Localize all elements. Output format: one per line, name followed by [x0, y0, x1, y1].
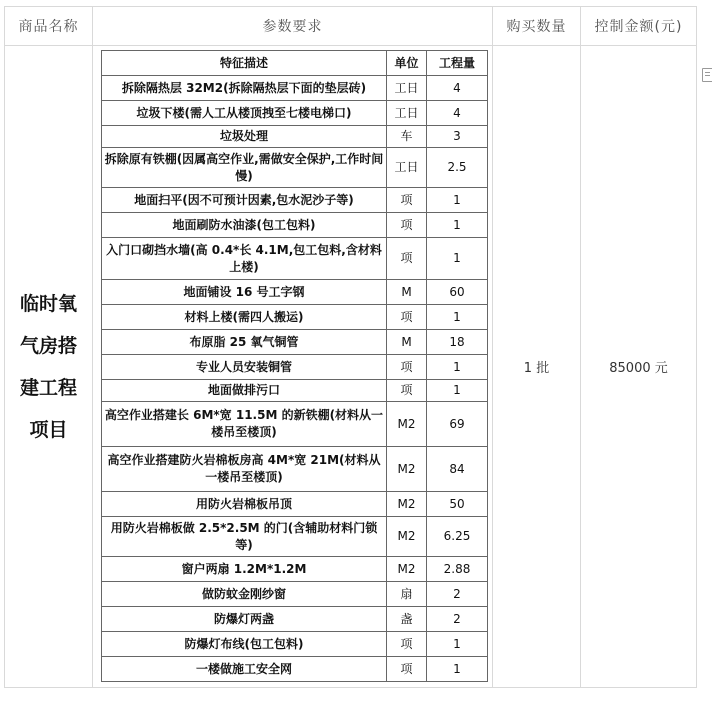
- spec-row: [102, 402, 488, 447]
- spec-desc: 高空作业搭建长 6M*宽 11.5M 的新铁棚(材料从一楼吊至楼顶): [102, 402, 387, 447]
- spec-row: [102, 76, 488, 101]
- product-table: [4, 6, 697, 688]
- spec-row: [102, 305, 488, 330]
- product-row: [5, 46, 697, 688]
- spec-qty: 18: [427, 330, 488, 355]
- spec-qty: 1: [427, 632, 488, 657]
- spec-row: [102, 447, 488, 492]
- spec-unit: 项: [387, 657, 427, 682]
- spec-unit: 盏: [387, 607, 427, 632]
- spec-row: [102, 101, 488, 126]
- spec-desc: 垃圾处理: [102, 126, 387, 148]
- spec-desc: 拆除原有铁棚(因属高空作业,需做安全保护,工作时间慢): [102, 148, 387, 188]
- spec-unit: 项: [387, 305, 427, 330]
- spec-unit: 扇: [387, 582, 427, 607]
- spec-qty: 2: [427, 582, 488, 607]
- header-control-amount: 控制金额(元): [581, 7, 697, 46]
- spec-desc: 做防蚊金刚纱窗: [102, 582, 387, 607]
- header-requirements: 参数要求: [93, 7, 493, 46]
- spec-qty: 1: [427, 213, 488, 238]
- spec-desc: 用防火岩棉板做 2.5*2.5M 的门(含辅助材料门锁等): [102, 517, 387, 557]
- spec-desc: 地面扫平(因不可预计因素,包水泥沙子等): [102, 188, 387, 213]
- spec-row: [102, 492, 488, 517]
- spec-unit: 工日: [387, 148, 427, 188]
- spec-unit: 工日: [387, 76, 427, 101]
- spec-row: [102, 355, 488, 380]
- spec-row: [102, 213, 488, 238]
- spec-col-desc: 特征描述: [102, 51, 387, 76]
- spec-row: [102, 557, 488, 582]
- spec-unit: M: [387, 330, 427, 355]
- spec-row: [102, 607, 488, 632]
- spec-row: [102, 238, 488, 280]
- spec-qty: 3: [427, 126, 488, 148]
- amount-value: 85000 元: [581, 46, 697, 688]
- header-row: [5, 7, 697, 46]
- spec-desc: 用防火岩棉板吊顶: [102, 492, 387, 517]
- spec-desc: 拆除隔热层 32M2(拆除隔热层下面的垫层砖): [102, 76, 387, 101]
- spec-unit: M2: [387, 492, 427, 517]
- spec-unit: 项: [387, 355, 427, 380]
- spec-row: [102, 188, 488, 213]
- spec-qty: 60: [427, 280, 488, 305]
- spec-unit: M2: [387, 517, 427, 557]
- spec-desc: 防爆灯布线(包工包料): [102, 632, 387, 657]
- spec-unit: 项: [387, 188, 427, 213]
- spec-desc: 材料上楼(需四人搬运): [102, 305, 387, 330]
- spec-row: [102, 330, 488, 355]
- spec-qty: 50: [427, 492, 488, 517]
- spec-col-qty: 工程量: [427, 51, 488, 76]
- spec-qty: 6.25: [427, 517, 488, 557]
- spec-row: [102, 657, 488, 682]
- spec-row: [102, 380, 488, 402]
- spec-unit: 项: [387, 238, 427, 280]
- spec-desc: 一楼做施工安全网: [102, 657, 387, 682]
- spec-qty: 1: [427, 657, 488, 682]
- spec-row: [102, 517, 488, 557]
- spec-unit: M2: [387, 402, 427, 447]
- spec-qty: 1: [427, 238, 488, 280]
- spec-body: [102, 76, 488, 682]
- spec-qty: 84: [427, 447, 488, 492]
- spec-desc: 地面做排污口: [102, 380, 387, 402]
- spec-qty: 1: [427, 305, 488, 330]
- spec-qty: 2.5: [427, 148, 488, 188]
- spec-desc: 地面铺设 16 号工字钢: [102, 280, 387, 305]
- spec-qty: 1: [427, 355, 488, 380]
- spec-qty: 4: [427, 76, 488, 101]
- spec-qty: 69: [427, 402, 488, 447]
- spec-qty: 2: [427, 607, 488, 632]
- spec-desc: 垃圾下楼(需人工从楼顶拽至七楼电梯口): [102, 101, 387, 126]
- header-product-name: 商品名称: [5, 7, 93, 46]
- spec-unit: 项: [387, 213, 427, 238]
- spec-desc: 防爆灯两盏: [102, 607, 387, 632]
- copy-icon[interactable]: [702, 68, 712, 82]
- spec-qty: 2.88: [427, 557, 488, 582]
- spec-desc: 入门口砌挡水墙(高 0.4*长 4.1M,包工包料,含材料上楼): [102, 238, 387, 280]
- spec-col-unit: 单位: [387, 51, 427, 76]
- spec-row: [102, 582, 488, 607]
- spec-unit: 项: [387, 632, 427, 657]
- product-name-cell: [5, 46, 93, 688]
- spec-unit: 车: [387, 126, 427, 148]
- spec-table: [101, 50, 488, 682]
- spec-desc: 地面刷防水油漆(包工包料): [102, 213, 387, 238]
- spec-desc: 专业人员安装铜管: [102, 355, 387, 380]
- spec-row: [102, 148, 488, 188]
- spec-row: [102, 126, 488, 148]
- spec-desc: 窗户两扇 1.2M*1.2M: [102, 557, 387, 582]
- quantity-value: 1 批: [493, 46, 581, 688]
- spec-desc: 布原脂 25 氧气铜管: [102, 330, 387, 355]
- product-name: 临时氧气房搭建工程项目: [19, 292, 77, 441]
- spec-unit: 项: [387, 380, 427, 402]
- spec-qty: 1: [427, 188, 488, 213]
- spec-desc: 高空作业搭建防火岩棉板房高 4M*宽 21M(材料从一楼吊至楼顶): [102, 447, 387, 492]
- spec-unit: 工日: [387, 101, 427, 126]
- spec-unit: M2: [387, 557, 427, 582]
- spec-unit: M2: [387, 447, 427, 492]
- header-quantity: 购买数量: [493, 7, 581, 46]
- requirements-cell: [93, 46, 493, 688]
- spec-header-row: [102, 51, 488, 76]
- spec-qty: 1: [427, 380, 488, 402]
- spec-qty: 4: [427, 101, 488, 126]
- spec-row: [102, 280, 488, 305]
- spec-unit: M: [387, 280, 427, 305]
- spec-row: [102, 632, 488, 657]
